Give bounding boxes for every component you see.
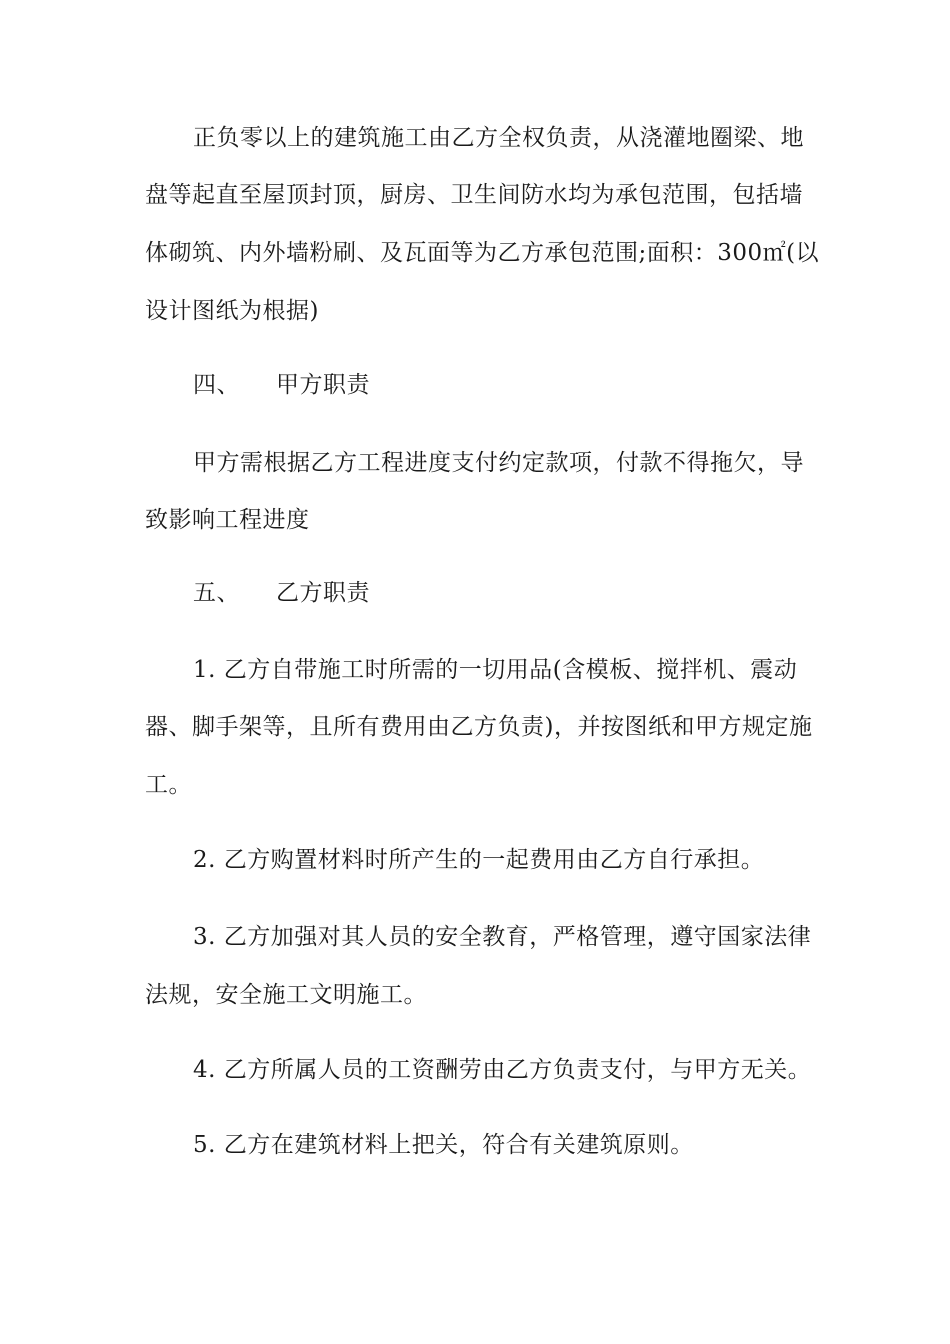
section-title: 乙方职责 xyxy=(276,580,370,606)
list-item-line: 法规，安全施工文明施工。 xyxy=(145,982,427,1008)
list-item-line: 5. 乙方在建筑材料上把关，符合有关建筑原则。 xyxy=(193,1132,694,1158)
paragraph-line: 甲方需根据乙方工程进度支付约定款项，付款不得拖欠，导 xyxy=(193,450,804,476)
list-item-line: 工。 xyxy=(145,772,192,798)
paragraph-line: 正负零以上的建筑施工由乙方全权负责，从浇灌地圈梁、地 xyxy=(193,125,804,151)
list-item-line: 2. 乙方购置材料时所产生的一起费用由乙方自行承担。 xyxy=(193,847,765,873)
paragraph-line: 盘等起直至屋顶封顶，厨房、卫生间防水均为承包范围，包括墙 xyxy=(145,182,803,208)
list-item-line: 3. 乙方加强对其人员的安全教育，严格管理，遵守国家法律 xyxy=(193,924,812,950)
list-item-line: 4. 乙方所属人员的工资酬劳由乙方负责支付，与甲方无关。 xyxy=(193,1057,812,1083)
section-heading-4 xyxy=(193,370,370,400)
section-title: 甲方职责 xyxy=(276,372,370,398)
paragraph-line: 体砌筑、内外墙粉刷、及瓦面等为乙方承包范围;面积：300㎡(以 xyxy=(145,240,820,266)
list-item-line: 1. 乙方自带施工时所需的一切用品(含模板、搅拌机、震动 xyxy=(193,657,798,683)
section-number: 五、 xyxy=(193,580,240,606)
section-heading-5 xyxy=(193,578,370,608)
paragraph-line: 致影响工程进度 xyxy=(145,507,310,533)
section-number: 四、 xyxy=(193,372,240,398)
list-item-line: 器、脚手架等，且所有费用由乙方负责)，并按图纸和甲方规定施 xyxy=(145,714,813,740)
paragraph-line: 设计图纸为根据) xyxy=(145,298,319,324)
